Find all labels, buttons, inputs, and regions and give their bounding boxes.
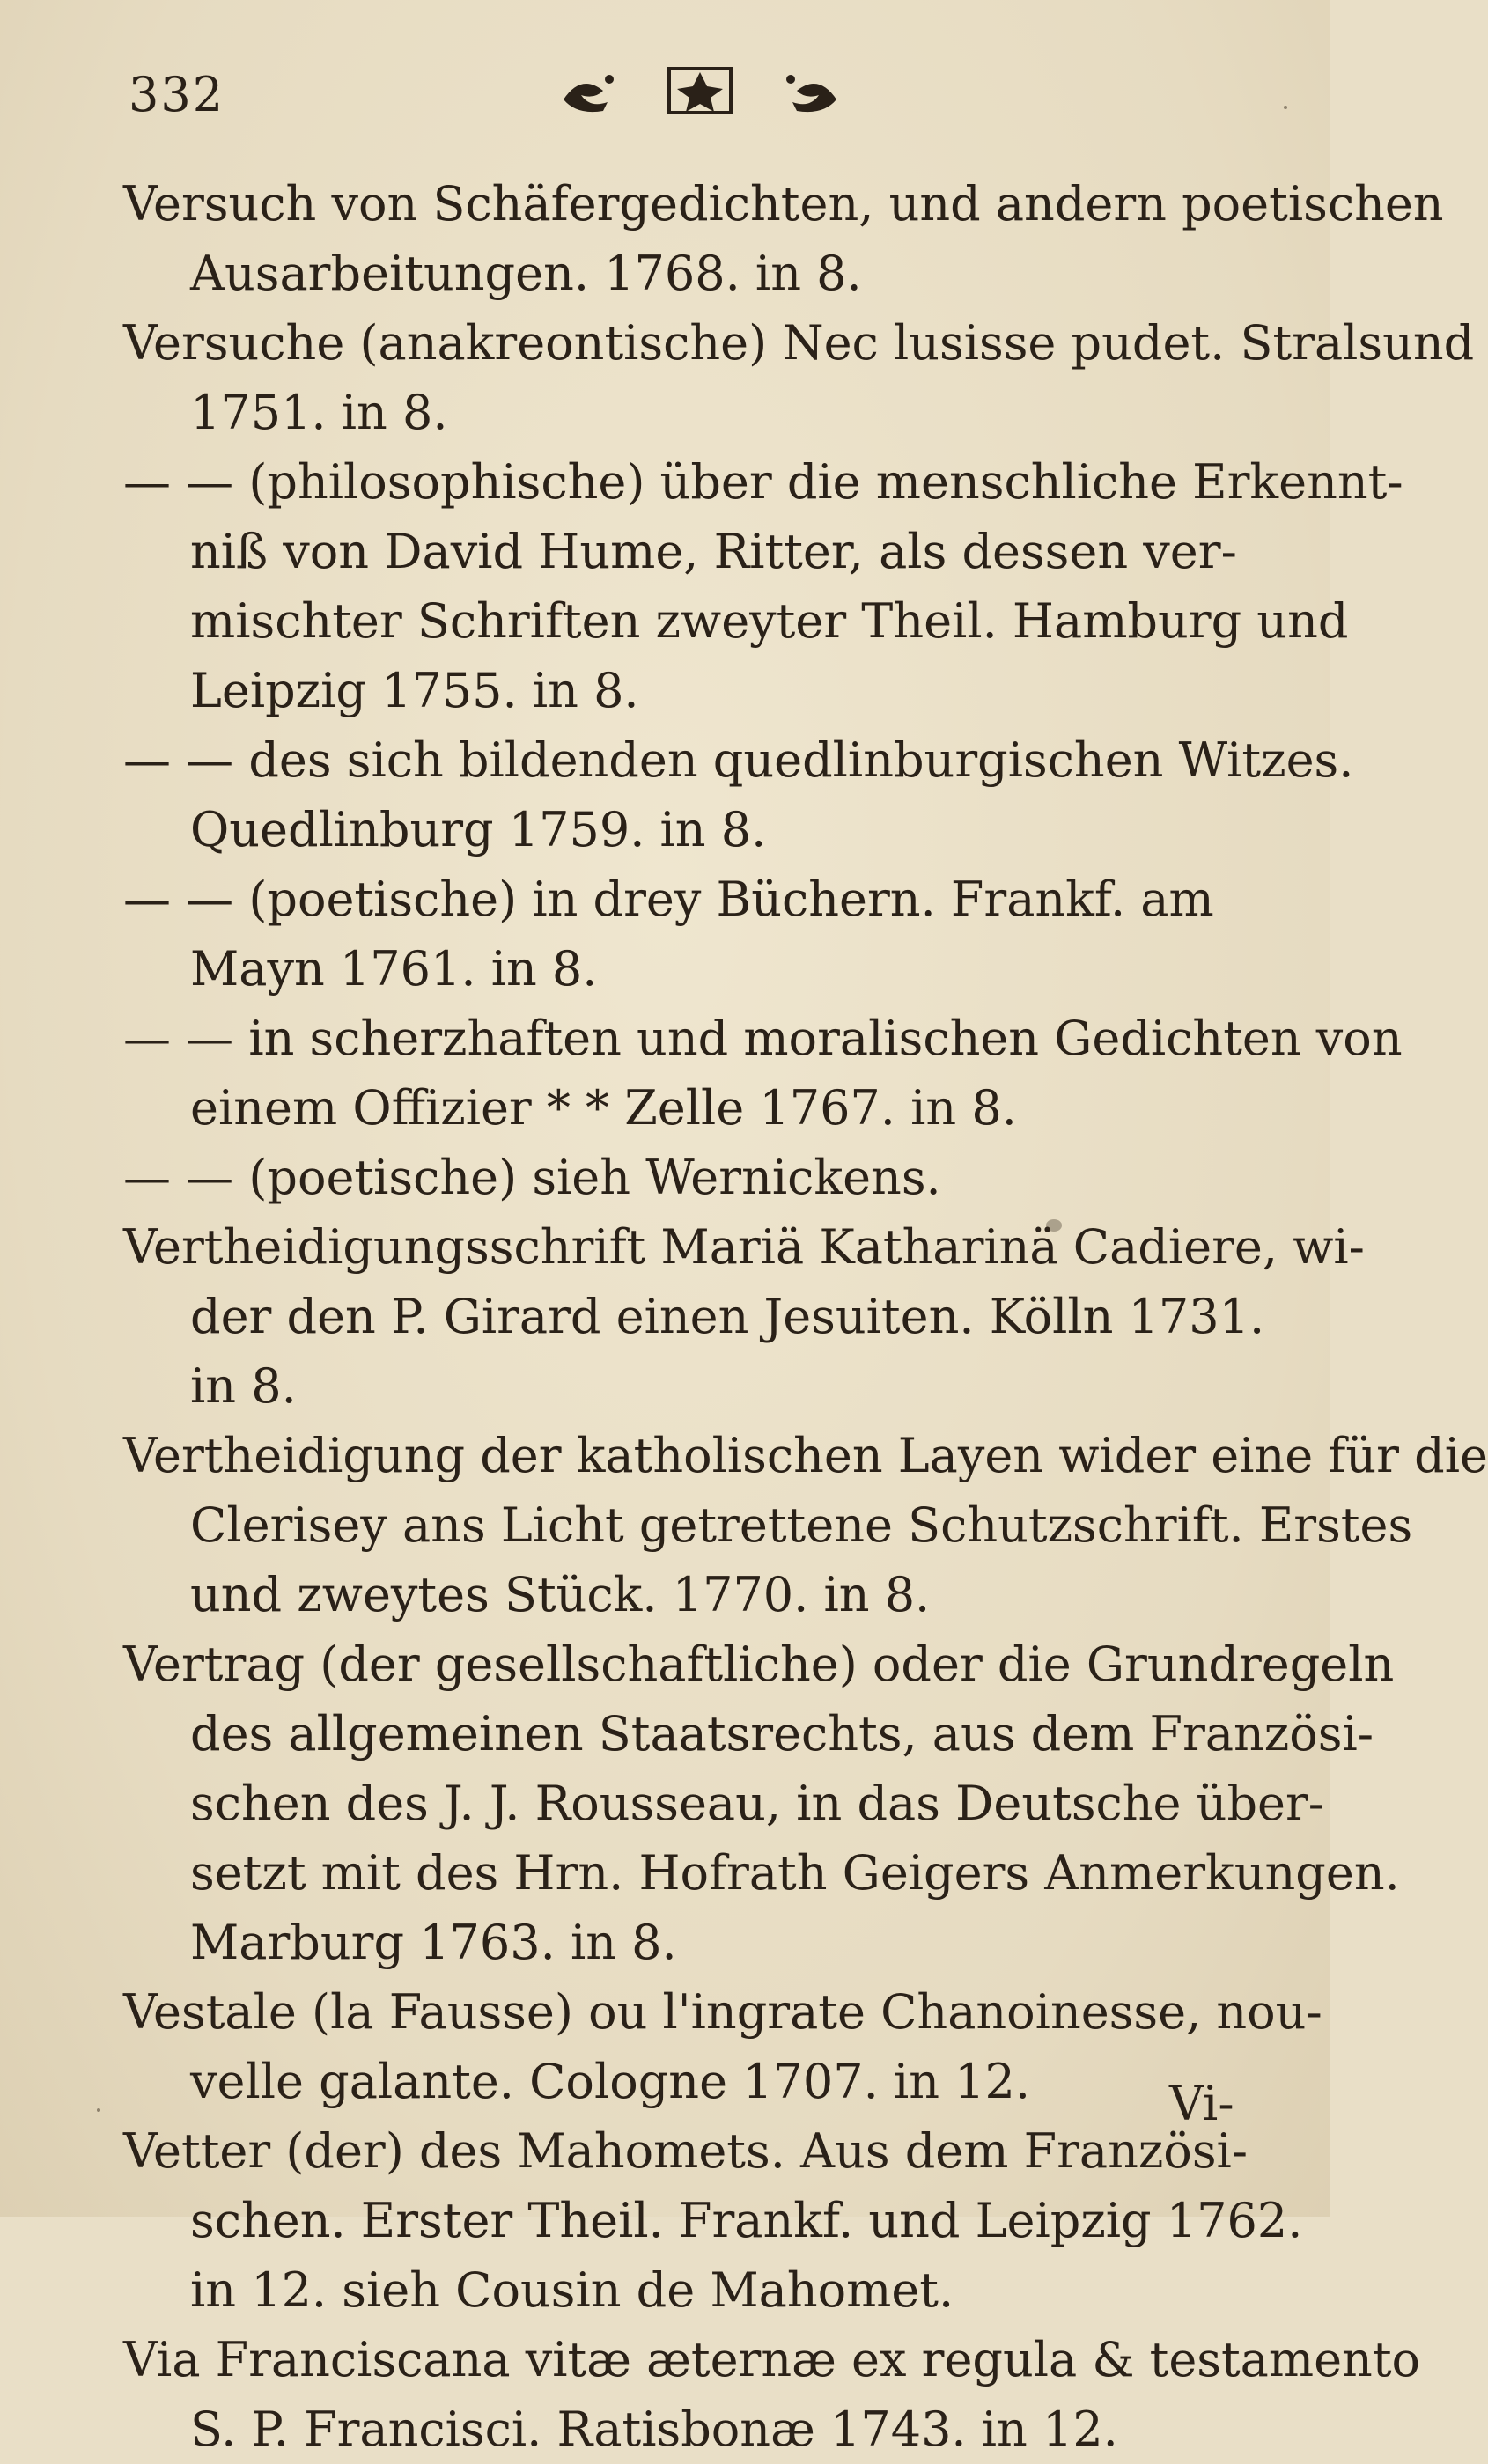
entry-vertheidigung-layen (123, 1421, 1488, 1629)
paper-speck (1284, 106, 1287, 109)
entry-line: — — in scherzhaften und moralischen Gedichten von (123, 1011, 1403, 1066)
entry-poetische-drey-buechern (123, 864, 1285, 1004)
entry-line: des allgemeinen Staatsrechts, aus dem Französi- (190, 1706, 1374, 1762)
entry-line: der den P. Girard einen Jesuiten. Kölln 1731. (190, 1289, 1265, 1344)
entry-line: Marburg 1763. in 8. (190, 1915, 677, 1970)
page-header (123, 60, 1233, 130)
paper-speck (1046, 1219, 1062, 1232)
entry-line: schen des J. J. Rousseau, in das Deutsche über- (190, 1776, 1325, 1831)
entry-line: Leipzig 1755. in 8. (190, 663, 639, 718)
entry-poetische-wernickens (123, 1143, 1285, 1212)
entry-line: in 8. (190, 1358, 297, 1414)
entry-line: Versuch von Schäfergedichten, und andern poetischen (123, 176, 1444, 232)
entry-line: Vertheidigungsschrift Mariä Katharinä Cadiere, wi- (123, 1219, 1365, 1275)
entry-line: mischter Schriften zweyter Theil. Hamburg und (190, 593, 1349, 649)
entry-line: einem Offizier * * Zelle 1767. in 8. (190, 1080, 1017, 1136)
entry-line: — — (poetische) in drey Büchern. Frankf. am (123, 872, 1214, 927)
entry-vestale (123, 1977, 1322, 2116)
entry-line: Versuche (anakreontische) Nec lusisse pudet. Stralsund (123, 315, 1475, 371)
entry-vertrag-gesellschaftliche (123, 1629, 1400, 1977)
entry-line: setzt mit des Hrn. Hofrath Geigers Anmerkungen. (190, 1845, 1400, 1901)
entry-line: und zweytes Stück. 1770. in 8. (190, 1567, 931, 1622)
entry-vertheidigungsschrift (123, 1212, 1365, 1421)
page-number: 332 (129, 67, 225, 122)
entry-versuche-anakreontische (123, 308, 1475, 447)
entry-line: velle galante. Cologne 1707. in 12. (190, 2054, 1031, 2109)
entry-quedlinburg-witzes (123, 725, 1354, 864)
entry-line: niß von David Hume, Ritter, als dessen ver- (190, 524, 1237, 579)
entry-line: in 12. sieh Cousin de Mahomet. (190, 2262, 954, 2318)
entry-line: — — (poetische) sieh Wernickens. (123, 1150, 941, 1205)
entry-line: — — des sich bildenden quedlinburgischen Witzes. (123, 732, 1354, 788)
index-entries (123, 169, 1488, 2464)
entry-scherzhaften-gedichten (123, 1004, 1403, 1143)
header-ornament-icon (555, 60, 845, 121)
paper-speck (97, 2108, 100, 2112)
entry-line: Via Franciscana vitæ æternæ ex regula & testamento (123, 2332, 1421, 2387)
entry-line: Vestale (la Fausse) ou l'ingrate Chanoinesse, nou- (123, 1984, 1322, 2040)
entry-line: Quedlinburg 1759. in 8. (190, 802, 767, 857)
entry-versuch-schaefergedichten (123, 169, 1444, 308)
entry-line: schen. Erster Theil. Frankf. und Leipzig 1762. (190, 2193, 1303, 2248)
entry-line: Mayn 1761. in 8. (190, 941, 598, 997)
entry-line: Vetter (der) des Mahomets. Aus dem Französi- (123, 2123, 1249, 2179)
entry-line: Vertheidigung der katholischen Layen wider eine für die (123, 1428, 1488, 1483)
entry-line: — — (philosophische) über die menschliche Erkennt- (123, 454, 1403, 510)
entry-line: 1751. in 8. (190, 385, 448, 440)
entry-via-franciscana (123, 2325, 1421, 2464)
entry-vetter-mahomets (123, 2116, 1303, 2325)
entry-line: S. P. Francisci. Ratisbonæ 1743. in 12. (190, 2401, 1118, 2457)
entry-line: Clerisey ans Licht getrettene Schutzschrift. Erstes (190, 1497, 1413, 1553)
entry-philosophische (123, 447, 1403, 725)
entry-line: Vertrag (der gesellschaftliche) oder die Grundregeln (123, 1637, 1395, 1692)
entry-line: Ausarbeitungen. 1768. in 8. (190, 246, 862, 301)
catchword: Vi- (1169, 2076, 1234, 2131)
